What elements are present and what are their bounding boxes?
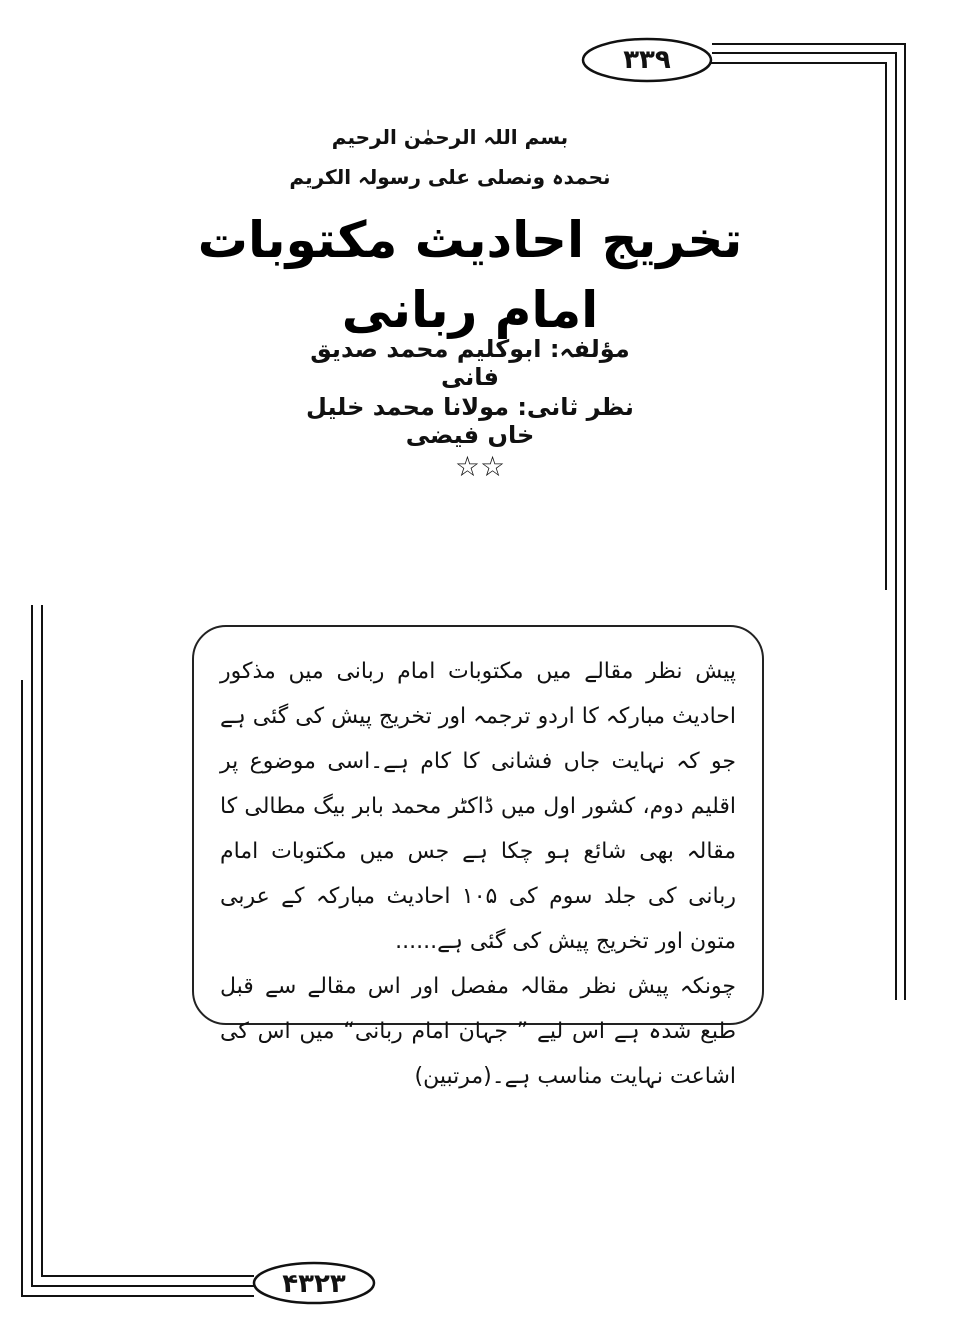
page-title: تخریج احادیث مکتوبات امام ربانی bbox=[197, 211, 743, 339]
top-page-number: ۳۳۹ bbox=[623, 45, 671, 75]
summary-box bbox=[192, 625, 764, 1089]
bismillah-line: بسم اللہ الرحمٰن الرحیم bbox=[331, 125, 569, 149]
bottom-page-number: ۴۳۲۳ bbox=[282, 1269, 346, 1299]
salutation-line: نحمدہ ونصلی علی رسولہ الکریم bbox=[289, 165, 611, 189]
author-credit: مؤلفہ: ابوکلیم محمد صدیق فانی bbox=[310, 335, 630, 391]
reviewer-credit: نظر ثانی: مولانا محمد خلیل خاں فیضی bbox=[306, 393, 634, 449]
summary-paragraph-1: پیش نظر مقالے میں مکتوبات امام ربانی میں مذکور احادیث مبارکہ کا اردو ترجمہ اور تخریج پیش کی گئی ہے جو کہ نہایت جاں فشانی کا کام ہے۔اسی موضوع پر اقلیم دوم، کشور اول میں ڈاکٹر محمد بابر بیگ مطالی کا مقالہ بھی شائع ہو چکا ہے جس میں مکتوبات امام ربانی کی جلد سوم کی ۱۰۵ احادیث مبارکہ کے عربی متون اور تخریج پیش کی گئی ہے...... bbox=[220, 659, 736, 954]
summary-paragraph-2: چونکہ پیش نظر مقالہ مفصل اور اس مقالے سے قبل طبع شدہ ہے اس لیے ” جہان امام ربانی“ میں اس کی اشاعت نہایت مناسب ہے۔(مرتبین) bbox=[220, 974, 736, 1089]
star-ornament: ☆☆ bbox=[454, 450, 506, 483]
